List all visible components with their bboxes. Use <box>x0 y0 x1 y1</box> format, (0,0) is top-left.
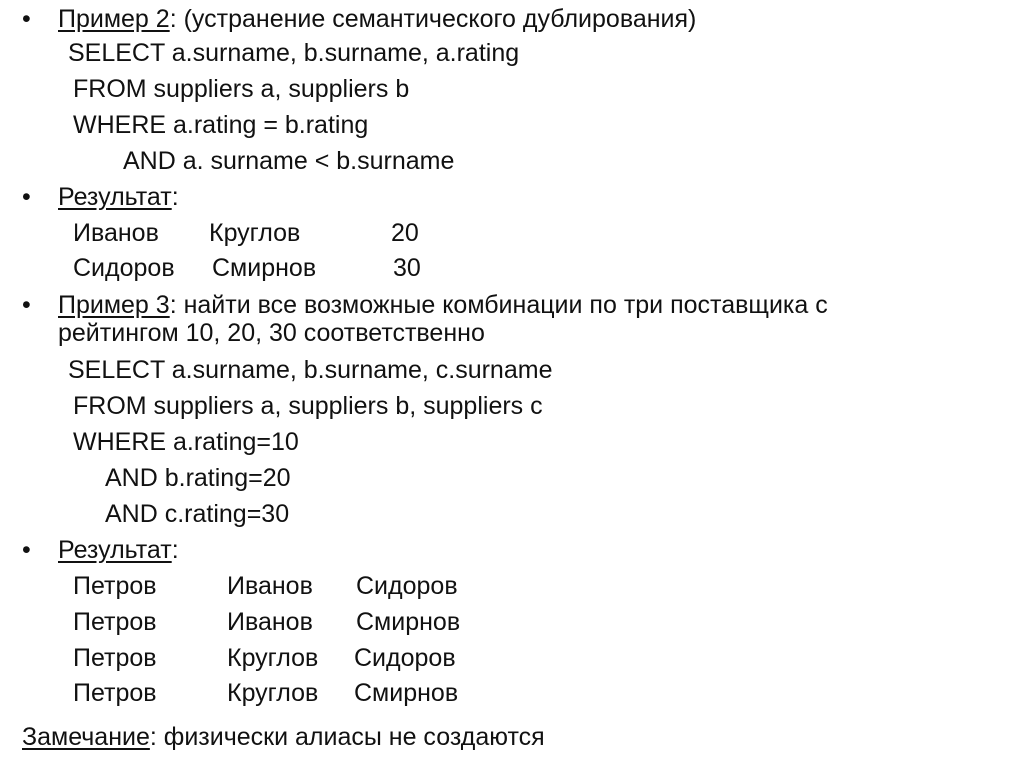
result2-row3-col1: Петров <box>73 644 157 672</box>
example3-sql-from: FROM suppliers a, suppliers b, suppliers c <box>73 392 543 420</box>
result1-row1-col3: 20 <box>391 219 419 247</box>
result2-row2-col2: Иванов <box>227 608 313 636</box>
bullet-example3: • <box>22 291 31 319</box>
example3-sql-and-b: AND b.rating=20 <box>105 464 291 492</box>
example2-description: : (устранение семантического дублирования) <box>169 5 697 33</box>
result1-row1-col1: Иванов <box>73 219 159 247</box>
result2-row4-col2: Круглов <box>227 679 319 707</box>
result2-row1-col1: Петров <box>73 572 157 600</box>
result2-row4-col1: Петров <box>73 679 157 707</box>
note-text: : физически алиасы не создаются <box>149 723 545 751</box>
example2-label: Пример 2 <box>58 5 170 33</box>
example3-description: : найти все возможные комбинации по три поставщика с <box>169 291 828 319</box>
result1-row2-col3: 30 <box>393 254 421 282</box>
example2-sql-where: WHERE a.rating = b.rating <box>73 111 369 139</box>
example2-sql-select: SELECT a.surname, b.surname, a.rating <box>68 39 520 67</box>
example2-sql-and: AND a. surname < b.surname <box>123 147 455 175</box>
example3-label: Пример 3 <box>58 291 170 319</box>
example3-sql-and-c: AND c.rating=30 <box>105 500 290 528</box>
result1-row1-col2: Круглов <box>209 219 301 247</box>
result2-row1-col2: Иванов <box>227 572 313 600</box>
bullet-result1: • <box>22 183 31 211</box>
example3-description-cont: рейтингом 10, 20, 30 соответственно <box>58 319 485 347</box>
result2-row4-col3: Смирнов <box>354 679 459 707</box>
result2-row1-col3: Сидоров <box>356 572 458 600</box>
note-label: Замечание <box>22 723 150 751</box>
result1-heading <box>58 182 179 212</box>
result1-row2-col1: Сидоров <box>73 254 175 282</box>
result2-row2-col1: Петров <box>73 608 157 636</box>
note <box>22 722 545 752</box>
bullet-example2: • <box>22 5 31 33</box>
bullet-result2: • <box>22 536 31 564</box>
example2-heading <box>58 4 696 34</box>
result1-colon: : <box>171 183 179 211</box>
result1-row2-col2: Смирнов <box>212 254 317 282</box>
result2-heading <box>58 535 179 565</box>
example3-sql-where: WHERE a.rating=10 <box>73 428 299 456</box>
result2-row3-col3: Сидоров <box>354 644 456 672</box>
example2-sql-from: FROM suppliers a, suppliers b <box>73 75 410 103</box>
result2-row2-col3: Смирнов <box>356 608 461 636</box>
example3-sql-select: SELECT a.surname, b.surname, c.surname <box>68 356 553 384</box>
result2-colon: : <box>171 536 179 564</box>
result1-label: Результат <box>58 183 172 211</box>
result2-row3-col2: Круглов <box>227 644 319 672</box>
example3-heading <box>58 290 828 320</box>
result2-label: Результат <box>58 536 172 564</box>
